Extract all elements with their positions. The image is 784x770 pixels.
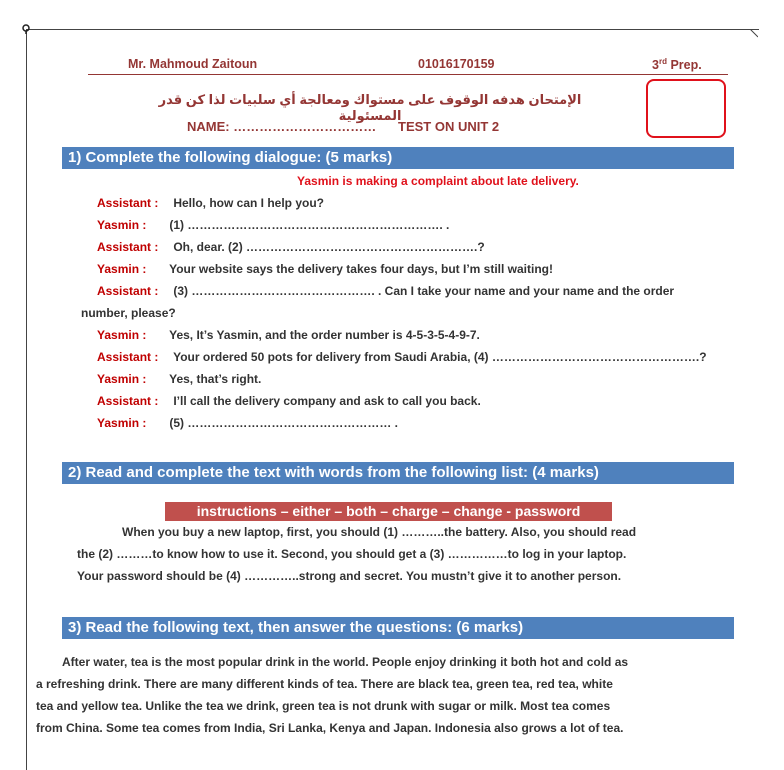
speaker-label: Assistant : [97, 196, 159, 210]
dialogue-line [97, 284, 674, 298]
header-rule [88, 74, 728, 75]
dialogue-text: number, please? [81, 306, 176, 320]
dialogue-text: Your ordered 50 pots for delivery from Saudi Arabia, (4) …………………………………………….? [170, 350, 707, 364]
speaker-label: Yasmin : [97, 262, 147, 276]
speaker-label: Yasmin : [97, 218, 147, 232]
dialogue-text: Your website says the delivery takes four days, but I’m still waiting! [166, 262, 554, 276]
dialogue-line [97, 372, 261, 386]
speaker-label: Assistant : [97, 394, 159, 408]
dialogue-line [97, 196, 324, 210]
dialogue-text: (5) …………………………………………… . [166, 416, 399, 430]
speaker-label: Yasmin : [97, 416, 147, 430]
dialogue-line [97, 350, 707, 364]
dialogue-text: I’ll call the delivery company and ask to call you back. [170, 394, 481, 408]
paragraph-line: a refreshing drink. There are many different kinds of tea. There are black tea, green tea, red tea, white [36, 677, 613, 691]
grade-label [652, 57, 702, 72]
dialogue-text: (3) ………………………………………. . Can I take your name and your name and the order [170, 284, 675, 298]
paragraph-line: Your password should be (4) …………..strong and secret. You mustn’t give it to another person. [77, 569, 622, 583]
dialogue-line [97, 416, 398, 430]
paragraph-line: After water, tea is the most popular drink in the world. People enjoy drinking it both hot and cold as [62, 655, 629, 669]
section3-title: 3) Read the following text, then answer the questions: (6 marks) [62, 617, 734, 639]
dialogue-line [97, 218, 449, 232]
grade-box [646, 79, 726, 138]
test-title: TEST ON UNIT 2 [398, 119, 500, 134]
paragraph-line: When you buy a new laptop, first, you should (1) ………..the battery. Also, you should read [122, 525, 637, 539]
dialogue-text: Yes, that’s right. [166, 372, 262, 386]
paragraph-line: from China. Some tea comes from India, Sri Lanka, Kenya and Japan. Indonesia also grows a lot of tea. [36, 721, 624, 735]
speaker-label: Assistant : [97, 240, 159, 254]
dialogue-line [97, 262, 553, 276]
grade-word: Prep. [670, 58, 702, 73]
teacher-phone: 01016170159 [418, 57, 495, 71]
speaker-label: Assistant : [97, 350, 159, 364]
speaker-label: Assistant : [97, 284, 159, 298]
dialogue-text: Oh, dear. (2) ………………………………………………….? [170, 240, 485, 254]
speaker-label: Yasmin : [97, 328, 147, 342]
grade-number: 3 [652, 58, 659, 73]
word-list: instructions – either – both – charge – change - password [165, 502, 612, 521]
dialogue-line [97, 394, 481, 408]
paragraph-line: the (2) ………to know how to use it. Second, you should get a (3) ……………to log in your laptop. [77, 547, 627, 561]
pin-icon [21, 24, 31, 34]
paragraph-line: tea and yellow tea. Unlike the tea we drink, green tea is not drunk with sugar or milk. Most tea comes [36, 699, 611, 713]
speaker-label: Yasmin : [97, 372, 147, 386]
arabic-motto: الإمتحان هدفه الوقوف على مستواك ومعالجة أي سلبيات لذا كن قدر المسئولية [158, 92, 582, 123]
dialogue-text: Yes, It’s Yasmin, and the order number is 4-5-3-5-4-9-7. [166, 328, 480, 342]
page-corner-fold [738, 29, 758, 49]
dialogue-line [81, 306, 176, 320]
student-name-field: NAME: …………………………… [187, 119, 377, 134]
grade-suffix: rd [658, 57, 667, 66]
section2-title: 2) Read and complete the text with words from the following list: (4 marks) [62, 462, 734, 484]
dialogue-line [97, 328, 480, 342]
section1-subtitle: Yasmin is making a complaint about late delivery. [297, 174, 579, 188]
teacher-name: Mr. Mahmoud Zaitoun [128, 57, 258, 71]
section1-title: 1) Complete the following dialogue: (5 marks) [62, 147, 734, 169]
dialogue-line [97, 240, 485, 254]
dialogue-text: (1) ………………………………………………………. . [166, 218, 450, 232]
dialogue-text: Hello, how can I help you? [170, 196, 325, 210]
